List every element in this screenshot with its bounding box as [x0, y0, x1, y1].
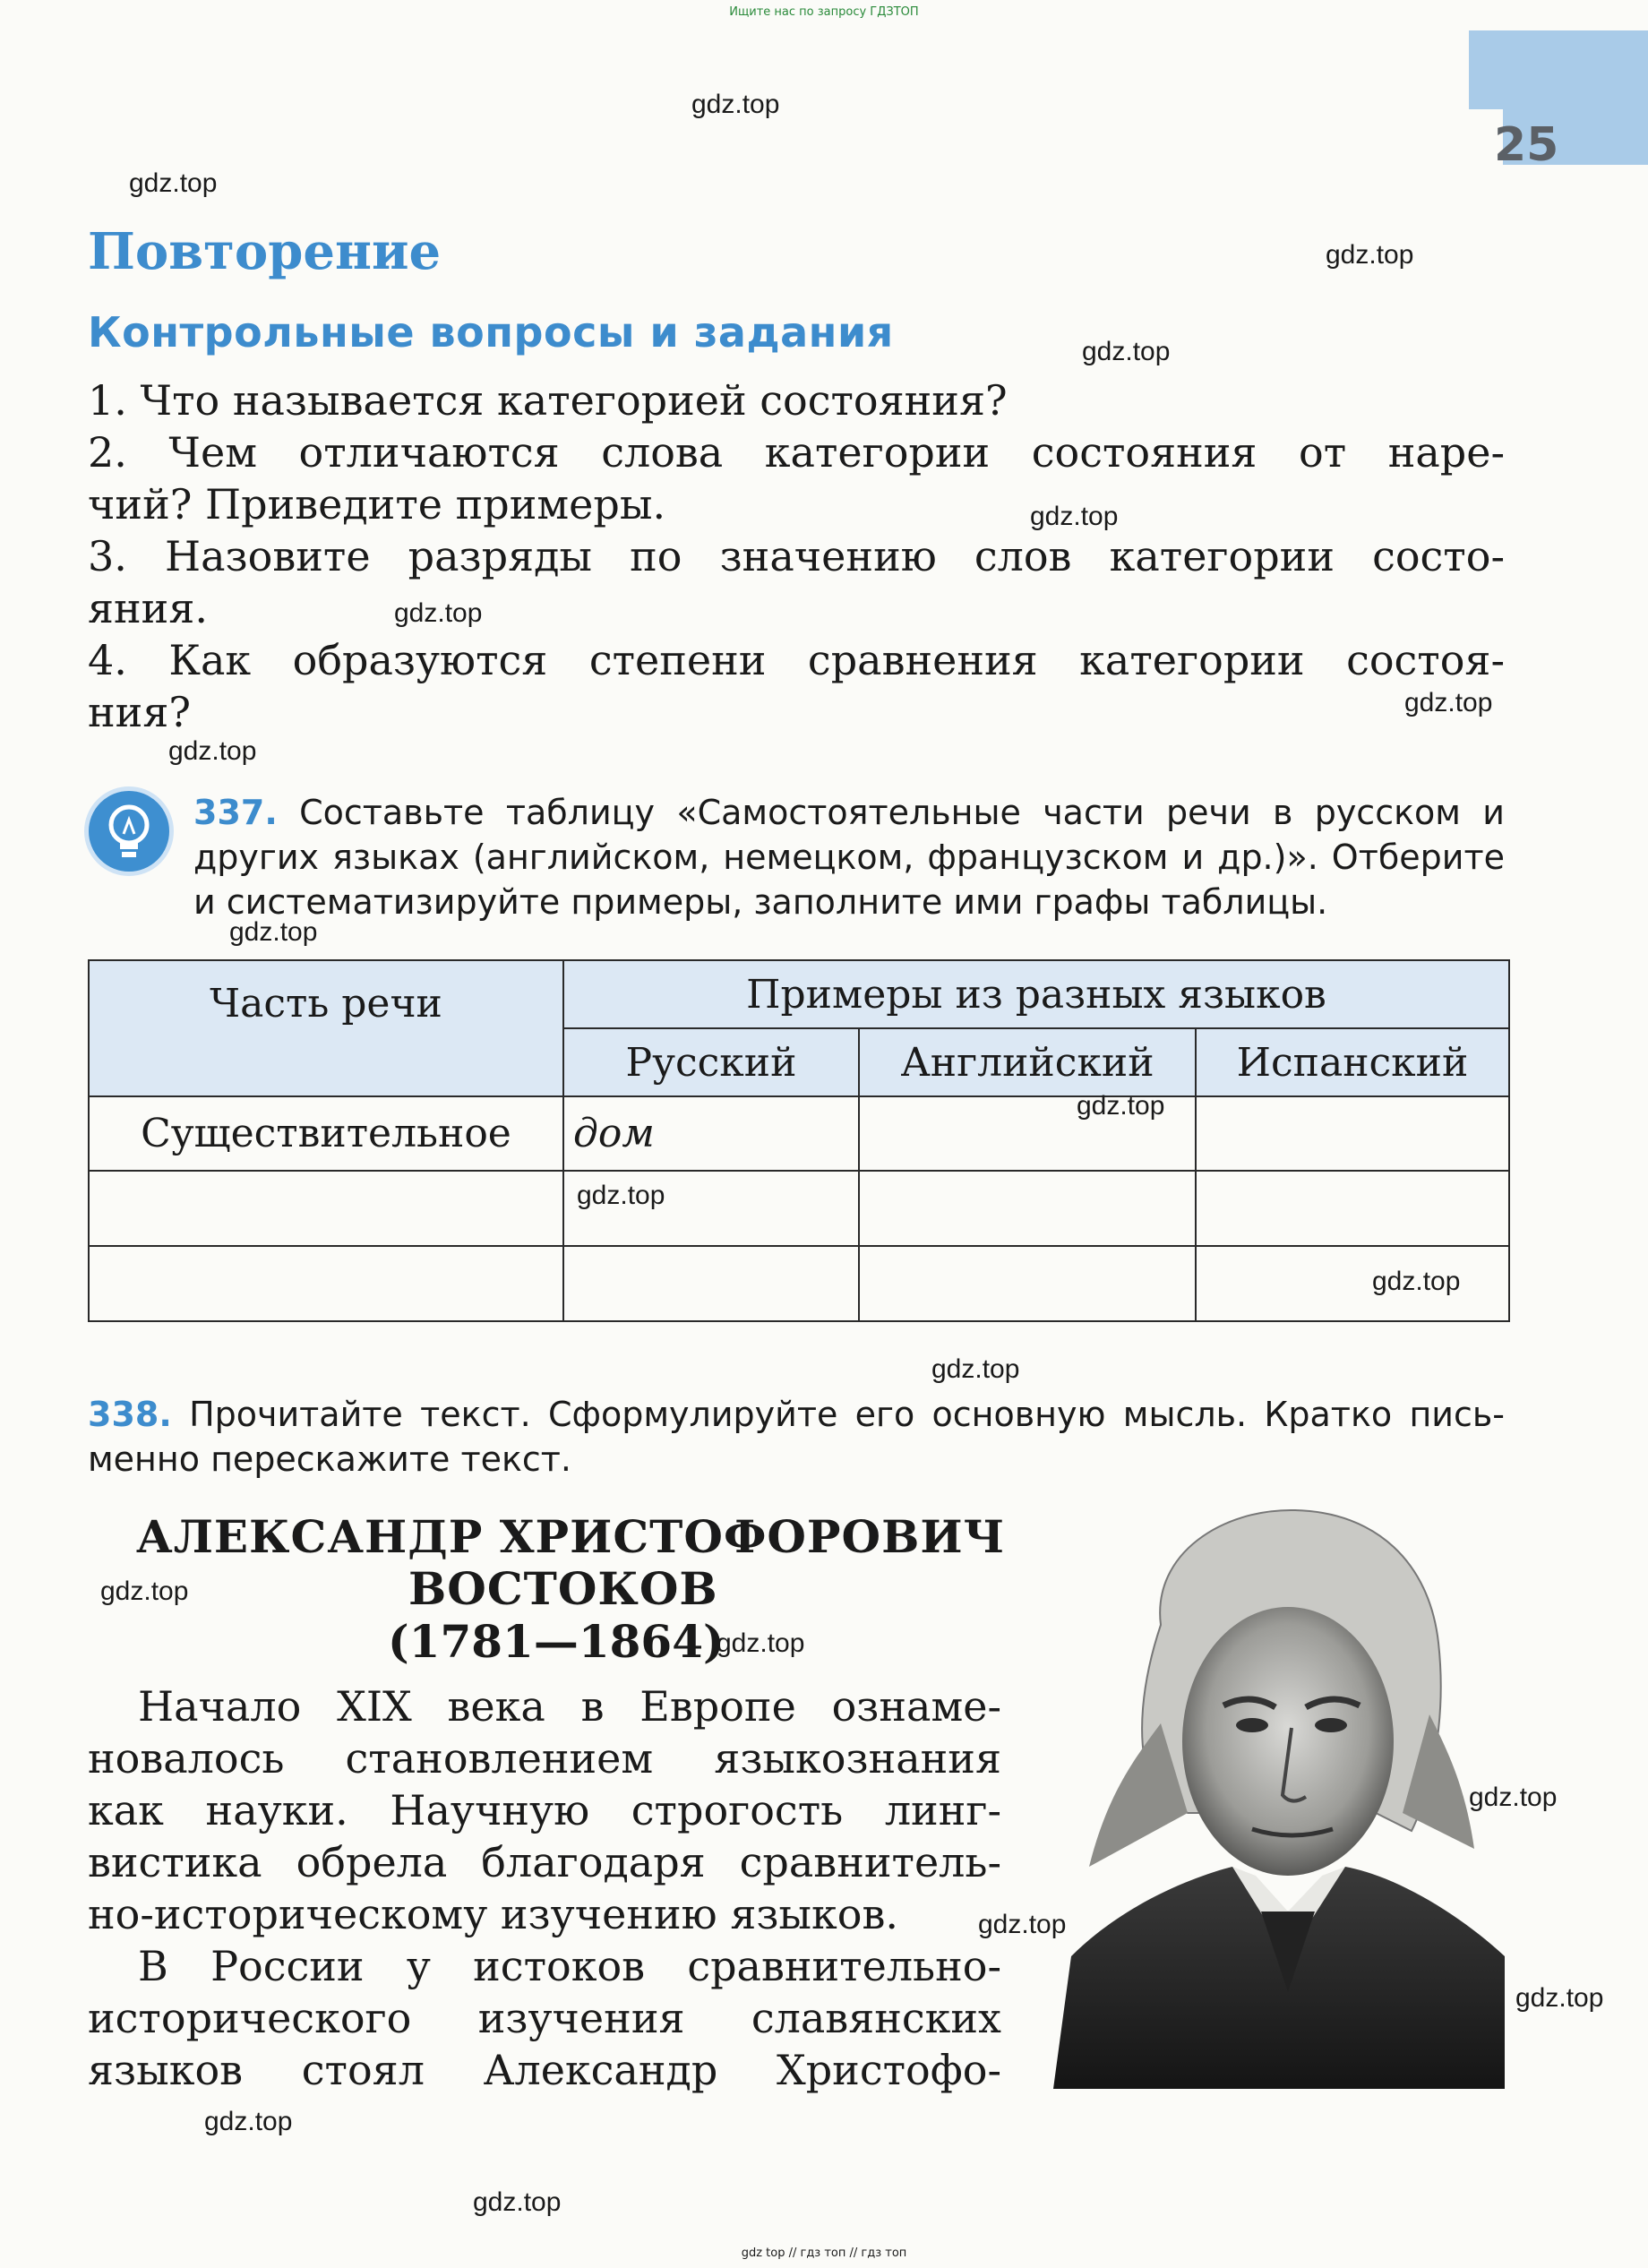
watermark: gdz.top	[1469, 1783, 1558, 1812]
table-cell	[1196, 1171, 1509, 1246]
watermark: gdz.top	[1082, 337, 1171, 366]
exercise-337-text: Составьте таблицу «Самостоятельные части речи в русском и	[299, 793, 1505, 832]
table-cell	[1196, 1246, 1509, 1321]
watermark: gdz.top	[577, 1181, 665, 1210]
watermark: gdz.top	[1404, 688, 1493, 717]
watermark: gdz.top	[978, 1910, 1067, 1939]
table-cell: Существительное	[89, 1096, 563, 1171]
watermark: gdz.top	[1515, 1983, 1604, 2013]
article-paragraph-line: языков стоял Александр Христофо-	[88, 2046, 1001, 2094]
watermark: gdz.top	[100, 1576, 189, 1606]
watermark: gdz.top	[691, 90, 780, 119]
table-cell	[859, 1246, 1196, 1321]
vostokov-portrait	[1053, 1491, 1505, 2089]
top-note: Ищите нас по запросу ГДЗТОП	[729, 5, 919, 19]
exercise-338-line-1	[88, 1392, 1505, 1437]
header-part-of-speech: Часть речи	[89, 960, 563, 1096]
parts-of-speech-table	[88, 959, 1510, 1322]
exercise-337-number: 337.	[193, 793, 278, 832]
watermark: gdz.top	[473, 2187, 562, 2217]
question-2-line-2: чий? Приведите примеры.	[88, 480, 666, 528]
article-paragraph-line: исторического изучения славянских	[88, 1994, 1001, 2042]
exercise-337-line-2: других языках (английском, немецком, французском и др.)». Отберите	[193, 838, 1505, 877]
table-cell: дом	[563, 1096, 859, 1171]
article-paragraph-line: но-историческому изучению языков.	[88, 1890, 898, 1938]
table-header-row	[89, 960, 1509, 1028]
table-cell	[89, 1171, 563, 1246]
exercise-338-text: Прочитайте текст. Сформулируйте его основную мысль. Кратко пись-	[189, 1395, 1505, 1434]
article-title-surname: ВОСТОКОВ	[408, 1562, 718, 1615]
watermark: gdz.top	[1030, 502, 1119, 531]
watermark: gdz.top	[1077, 1091, 1165, 1121]
watermark: gdz.top	[229, 917, 318, 947]
article-title: АЛЕКСАНДР ХРИСТОФОРОВИЧ	[136, 1510, 1006, 1563]
watermark: gdz.top	[1372, 1267, 1461, 1296]
table-row	[89, 1171, 1509, 1246]
question-3-line-2: яния.	[88, 584, 208, 632]
table-cell	[563, 1246, 859, 1321]
table-cell	[89, 1246, 563, 1321]
watermark: gdz.top	[717, 1628, 805, 1658]
table-row	[89, 1246, 1509, 1321]
article-paragraph-line: В России у истоков сравнительно-	[138, 1942, 1001, 1990]
article-dates: (1781—1864)	[388, 1615, 725, 1668]
table-cell	[859, 1171, 1196, 1246]
question-4-line-2: ния?	[88, 688, 191, 736]
question-1: 1. Что называется категорией состояния?	[88, 376, 1008, 425]
article-paragraph-line: вистика обрела благодаря сравнитель-	[88, 1838, 1001, 1886]
exercise-338-number: 338.	[88, 1395, 172, 1434]
question-3-line-1: 3. Назовите разряды по значению слов категории состо-	[88, 532, 1505, 580]
section-title: Повторение	[88, 222, 442, 281]
page-number: 25	[1494, 118, 1559, 172]
article-paragraph-line: Начало XIX века в Европе ознаме-	[138, 1682, 1001, 1731]
article-paragraph-line: как науки. Научную строгость линг-	[88, 1786, 1001, 1834]
exercise-337-line-3: и систематизируйте примеры, заполните ими графы таблицы.	[193, 882, 1328, 922]
watermark: gdz.top	[931, 1354, 1020, 1384]
article-paragraph-line: новалось становлением языкознания	[88, 1734, 1001, 1783]
table-cell	[1196, 1096, 1509, 1171]
header-examples: Примеры из разных языков	[563, 960, 1509, 1028]
table-row	[89, 1096, 1509, 1171]
watermark: gdz.top	[168, 736, 257, 766]
footer-note: gdz top // гдз топ // гдз топ	[741, 2247, 907, 2260]
exercise-337-line-1	[193, 790, 1505, 835]
header-lang-russian: Русский	[563, 1028, 859, 1096]
watermark: gdz.top	[204, 2107, 293, 2136]
question-4-line-1: 4. Как образуются степени сравнения категории состоя-	[88, 636, 1505, 684]
watermark: gdz.top	[1326, 240, 1414, 270]
lightbulb-icon	[84, 786, 174, 876]
header-lang-english: Английский	[859, 1028, 1196, 1096]
watermark: gdz.top	[129, 168, 218, 198]
question-2-line-1: 2. Чем отличаются слова категории состояния от наре-	[88, 428, 1505, 477]
exercise-338-line-2: менно перескажите текст.	[88, 1439, 572, 1479]
header-lang-spanish: Испанский	[1196, 1028, 1509, 1096]
section-subtitle: Контрольные вопросы и задания	[88, 308, 894, 357]
watermark: gdz.top	[394, 598, 483, 628]
